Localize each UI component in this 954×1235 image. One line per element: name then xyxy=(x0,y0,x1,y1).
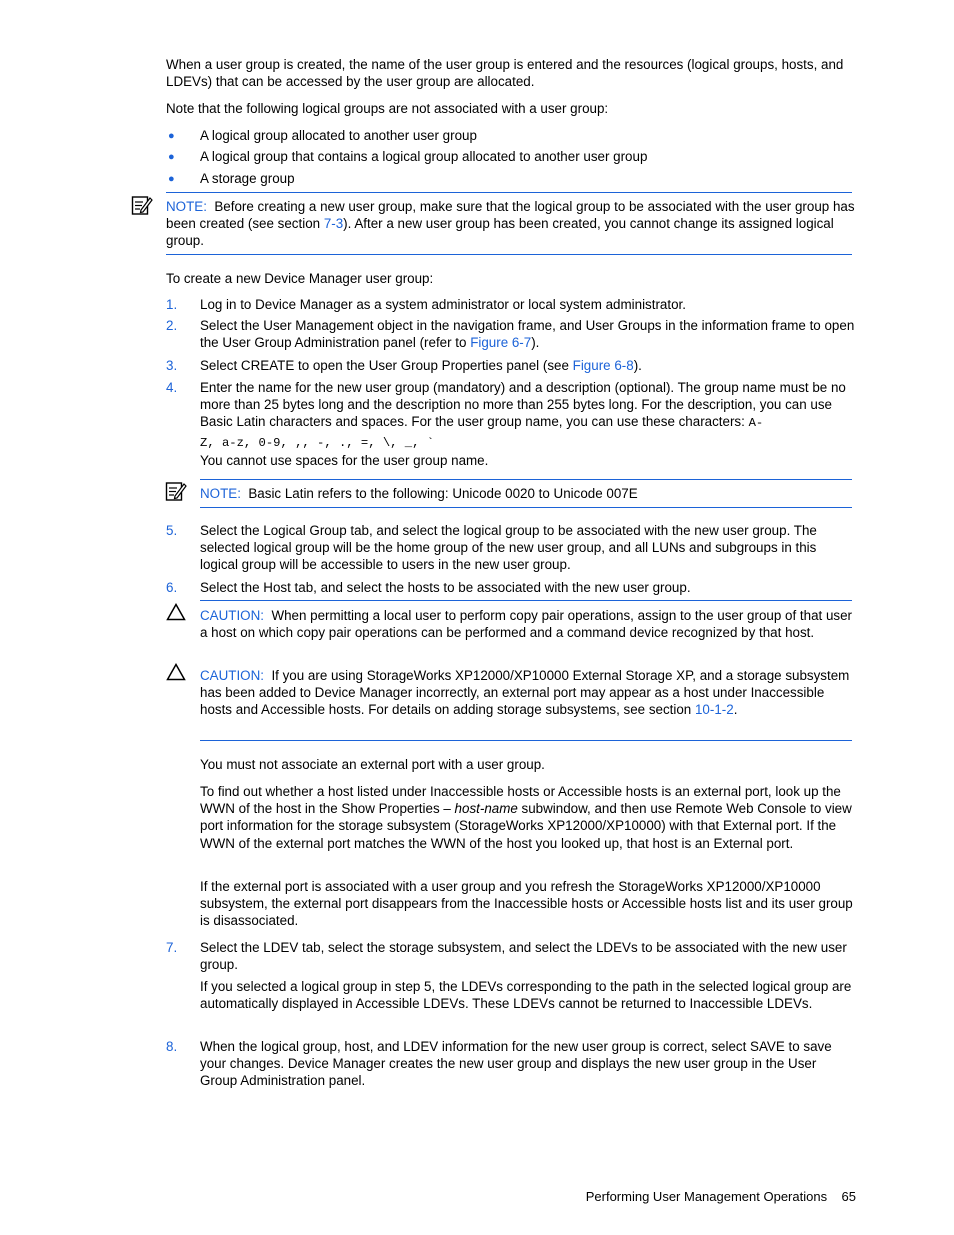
step-subtext xyxy=(200,783,855,852)
list-item: A logical group that contains a logical group allocated to another user group xyxy=(200,149,648,164)
bullet-icon: ● xyxy=(168,173,175,185)
list-item: A logical group allocated to another user group xyxy=(200,128,477,143)
note-text xyxy=(166,198,856,250)
step-subtext: You cannot use spaces for the user group name. xyxy=(200,453,489,468)
page-footer xyxy=(500,1188,856,1205)
step-text: Select the Host tab, and select the hosts to be associated with the new user group. xyxy=(200,580,691,595)
note-bottom-rule xyxy=(166,254,852,255)
caution-text xyxy=(200,607,855,641)
note-label: NOTE: xyxy=(166,199,207,214)
step-text xyxy=(200,317,855,351)
allowed-characters: A- xyxy=(748,416,764,431)
step-number: 1. xyxy=(166,297,178,312)
caution-text-part: When permitting a local user to perform copy pair operations, assign to the user group of that user a host on which copy pair operations can be performed and a command device recognized by that host. xyxy=(200,608,853,641)
step-number: 6. xyxy=(166,580,178,595)
step-subtext-part: To find out whether a host listed under Inaccessible hosts or Accessible hosts is an external port, look up the WWN of the host in the Show Properties – xyxy=(200,784,841,817)
note-icon xyxy=(165,480,187,502)
figure-link[interactable]: Figure 6-7 xyxy=(470,335,532,351)
note-label: NOTE: xyxy=(200,486,241,501)
note-text xyxy=(200,485,855,502)
footer-title: Performing User Management Operations xyxy=(585,1189,828,1204)
step-number: 4. xyxy=(166,380,178,395)
step-text: Log in to Device Manager as a system administrator or local system administrator. xyxy=(200,297,686,312)
step-text-part: ). xyxy=(531,335,540,351)
bullet-icon: ● xyxy=(168,130,175,142)
bullet-icon: ● xyxy=(168,151,175,163)
step-number: 5. xyxy=(166,523,178,538)
step-text xyxy=(200,357,855,374)
step-subtext-part: subwindow, and then use Remote Web Console to view port information for the storage subsystem (StorageWorks XP12000/XP10000) with that External port. If the WWN of the external port matches the WWN of the host you looked up, that host is an External port. xyxy=(200,801,852,851)
caution-label: CAUTION: xyxy=(200,668,264,683)
intro-note-paragraph: Note that the following logical groups are not associated with a user group: xyxy=(166,101,609,116)
step-number: 3. xyxy=(166,358,178,373)
list-item: A storage group xyxy=(200,171,295,186)
step-number: 8. xyxy=(166,1039,178,1054)
figure-link[interactable]: Figure 6-8 xyxy=(572,358,634,373)
step-subtext: If you selected a logical group in step 5, the LDEVs corresponding to the path in the selected logical group are automatically displayed in Accessible LDEVs. These LDEVs cannot be returned to Inaccessible LDEVs. xyxy=(200,979,852,1012)
caution-bottom-rule xyxy=(200,740,852,741)
step-text-part: Select CREATE to open the User Group Properties panel (see xyxy=(200,358,573,373)
section-link[interactable]: 7-3 xyxy=(323,216,344,232)
note-top-rule xyxy=(166,192,852,193)
caution-label: CAUTION: xyxy=(200,608,264,623)
step-number: 2. xyxy=(166,318,178,333)
note-top-rule xyxy=(200,479,852,480)
caution-top-rule xyxy=(200,600,852,601)
step-text-part: Enter the name for the new user group (mandatory) and a description (optional). The group name must be no more than 25 bytes long and the description no more than 255 bytes long. For the description, you can use Basic Latin characters and spaces. For the user group name, you can use these characters: xyxy=(200,380,846,430)
step-number: 7. xyxy=(166,940,178,955)
note-bottom-rule xyxy=(200,507,852,508)
step-subtext-part: host-name xyxy=(454,801,518,817)
step-subtext: If the external port is associated with a user group and you refresh the StorageWorks XP12000/XP10000 subsystem, the external port disappears from the Inaccessible hosts or Accessible hosts list and its user group is disassociated. xyxy=(200,879,853,929)
allowed-characters: Z, a-z, 0-9, ,, -, ., =, \, _, ` xyxy=(200,435,435,450)
step-text-part: Select the User Management object in the navigation frame, and User Groups in the information frame to open the User Group Administration panel (refer to xyxy=(200,318,855,351)
section-link[interactable]: 10-1-2 xyxy=(694,702,734,718)
page-number: 65 xyxy=(841,1189,856,1204)
note-text-part: ). After a new user group has been created, you cannot change its assigned logical group. xyxy=(166,216,834,249)
caution-text-part: If you are using StorageWorks XP12000/XP10000 External Storage XP, and a storage subsystem has been added to Device Manager incorrectly, an external port may appear as a host under Inaccessible hosts and Accessible hosts. For details on adding storage subsystems, see section xyxy=(200,668,850,718)
step-text: Select the Logical Group tab, and select the logical group to be associated with the new user group. The selected logical group will be the home group of the new user group, and all LUNs and subgroups in this logical group will be accessible to users in the new user group. xyxy=(200,523,817,573)
note-text-part: Before creating a new user group, make sure that the logical group to be associated with the user group has been created (see section xyxy=(166,199,855,232)
step-text: When the logical group, host, and LDEV information for the new user group is correct, select SAVE to save your changes. Device Manager creates the new user group and displays the new user group in the User Group Administration panel. xyxy=(200,1039,832,1089)
step-text-part: ). xyxy=(633,358,642,373)
step-text xyxy=(200,379,855,452)
step-text: Select the LDEV tab, select the storage subsystem, and select the LDEVs to be associated with the new user group. xyxy=(200,940,847,973)
step-subtext: You must not associate an external port with a user group. xyxy=(200,757,545,772)
caution-icon xyxy=(166,663,186,681)
procedure-intro: To create a new Device Manager user group: xyxy=(166,271,434,286)
note-text-part: Basic Latin refers to the following: Unicode 0020 to Unicode 007E xyxy=(248,486,638,501)
caution-text-part: . xyxy=(733,702,738,718)
caution-text xyxy=(200,667,855,719)
caution-icon xyxy=(166,603,186,621)
note-icon xyxy=(131,194,153,216)
intro-paragraph: When a user group is created, the name of the user group is entered and the resources (logical groups, hosts, and LDEVs) that can be accessed by the user group are allocated. xyxy=(166,57,844,90)
